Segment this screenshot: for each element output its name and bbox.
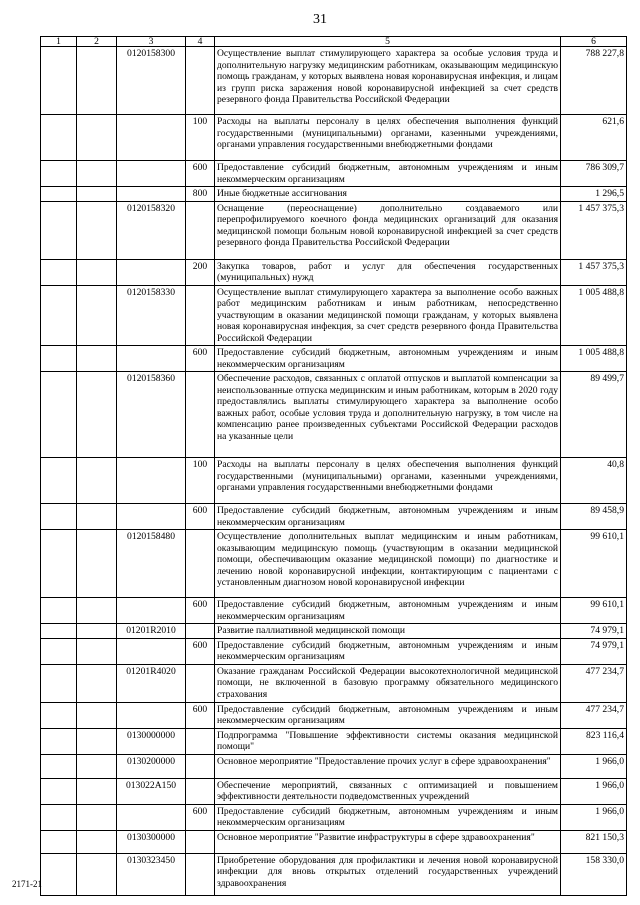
table-row (41, 161, 627, 187)
target-article-code: 0130000000 (117, 728, 186, 754)
table-row (41, 47, 627, 115)
amount-value: 786 309,7 (561, 161, 627, 187)
expense-type-code (186, 530, 215, 598)
item-description: Оказание гражданам Российской Федерации высокотехнологичной медицинской помощи, не включенной в базовую программу обязательного медицинского страхования (215, 664, 561, 702)
target-article-code (117, 504, 186, 530)
col1-cell (41, 201, 77, 259)
col1-cell (41, 830, 77, 853)
table-row (41, 728, 627, 754)
amount-value: 1 005 488,8 (561, 285, 627, 346)
col1-cell (41, 47, 77, 115)
col1-cell (41, 458, 77, 504)
expense-type-code (186, 285, 215, 346)
col2-cell (77, 161, 117, 187)
col2-cell (77, 47, 117, 115)
item-description: Обеспечение мероприятий, связанных с оптимизацией и повышением эффективности деятельности подведомственных учреждений (215, 778, 561, 804)
expense-type-code: 100 (186, 458, 215, 504)
item-description: Приобретение оборудования для профилактики и лечения новой коронавирусной инфекции для вновь открытых отделений государственных учреждений здравоохранения (215, 853, 561, 895)
expense-type-code (186, 754, 215, 778)
expense-type-code (186, 728, 215, 754)
expense-type-code: 800 (186, 187, 215, 202)
col1-cell (41, 804, 77, 830)
target-article-code (117, 702, 186, 728)
col1-cell (41, 702, 77, 728)
expense-type-code: 100 (186, 115, 215, 161)
amount-value: 89 458,9 (561, 504, 627, 530)
target-article-code: 0120158360 (117, 372, 186, 458)
amount-value: 1 457 375,3 (561, 201, 627, 259)
target-article-code (117, 598, 186, 624)
table-row (41, 778, 627, 804)
col2-cell (77, 702, 117, 728)
amount-value: 1 966,0 (561, 754, 627, 778)
col2-cell (77, 187, 117, 202)
col1-cell (41, 853, 77, 895)
table-row (41, 624, 627, 639)
col2-cell (77, 830, 117, 853)
amount-value: 99 610,1 (561, 530, 627, 598)
table-row (41, 504, 627, 530)
expense-type-code: 600 (186, 346, 215, 372)
expense-type-code (186, 664, 215, 702)
table-row (41, 530, 627, 598)
expense-type-code: 600 (186, 504, 215, 530)
page-number: 31 (313, 12, 327, 27)
item-description: Предоставление субсидий бюджетным, автономным учреждениям и иным некоммерческим организациям (215, 598, 561, 624)
expense-type-code (186, 624, 215, 639)
expense-type-code (186, 372, 215, 458)
amount-value: 74 979,1 (561, 638, 627, 664)
col2-cell (77, 372, 117, 458)
col2-cell (77, 638, 117, 664)
item-description: Основное мероприятие "Развитие инфраструктуры в сфере здравоохранения" (215, 830, 561, 853)
expense-type-code (186, 830, 215, 853)
expense-type-code: 600 (186, 638, 215, 664)
amount-value: 788 227,8 (561, 47, 627, 115)
col1-cell (41, 285, 77, 346)
col2-cell (77, 804, 117, 830)
col1-cell (41, 664, 77, 702)
col2-cell (77, 285, 117, 346)
col2-cell (77, 624, 117, 639)
header-col-1: 1 (41, 37, 77, 47)
col2-cell (77, 728, 117, 754)
item-description: Осуществление дополнительных выплат медицинским и иным работникам, оказывающим медицинскую помощь (участвующим в оказании медицинской помощи, обеспечивающим оказание медицинской помощи) по диагностике и лечению новой коронавирусной инфекции, контактирующим с пациентами с установленным диагнозом новой коронавирусной инфекции (215, 530, 561, 598)
item-description: Предоставление субсидий бюджетным, автономным учреждениям и иным некоммерческим организациям (215, 161, 561, 187)
table-row (41, 754, 627, 778)
col1-cell (41, 259, 77, 285)
col2-cell (77, 346, 117, 372)
target-article-code: 0120158300 (117, 47, 186, 115)
item-description: Расходы на выплаты персоналу в целях обеспечения выполнения функций государственными (муниципальными) органами, казенными учреждениями, органами управления государственными внебюджетными фондами (215, 458, 561, 504)
table-row (41, 187, 627, 202)
expense-type-code: 200 (186, 259, 215, 285)
amount-value: 1 005 488,8 (561, 346, 627, 372)
expense-type-code (186, 47, 215, 115)
col1-cell (41, 161, 77, 187)
header-col-3: 3 (117, 37, 186, 47)
item-description: Иные бюджетные ассигнования (215, 187, 561, 202)
target-article-code (117, 804, 186, 830)
amount-value: 99 610,1 (561, 598, 627, 624)
budget-table (40, 36, 627, 896)
col2-cell (77, 853, 117, 895)
col1-cell (41, 754, 77, 778)
amount-value: 1 296,5 (561, 187, 627, 202)
item-description: Развитие паллиативной медицинской помощи (215, 624, 561, 639)
table-row (41, 259, 627, 285)
col2-cell (77, 598, 117, 624)
amount-value: 477 234,7 (561, 664, 627, 702)
target-article-code: 0120158480 (117, 530, 186, 598)
col2-cell (77, 754, 117, 778)
footer-code: 2171-21 (12, 879, 42, 889)
expense-type-code: 600 (186, 598, 215, 624)
target-article-code: 0120158320 (117, 201, 186, 259)
col1-cell (41, 187, 77, 202)
amount-value: 158 330,0 (561, 853, 627, 895)
table-row (41, 702, 627, 728)
amount-value: 40,8 (561, 458, 627, 504)
col2-cell (77, 115, 117, 161)
expense-type-code: 600 (186, 804, 215, 830)
amount-value: 477 234,7 (561, 702, 627, 728)
target-article-code: 01201R2010 (117, 624, 186, 639)
expense-type-code (186, 778, 215, 804)
table-row (41, 115, 627, 161)
table-row (41, 598, 627, 624)
col2-cell (77, 778, 117, 804)
target-article-code: 0120158330 (117, 285, 186, 346)
table-row (41, 285, 627, 346)
amount-value: 1 966,0 (561, 804, 627, 830)
col1-cell (41, 598, 77, 624)
amount-value: 621,6 (561, 115, 627, 161)
table-row (41, 201, 627, 259)
amount-value: 1 966,0 (561, 778, 627, 804)
col2-cell (77, 458, 117, 504)
target-article-code (117, 458, 186, 504)
col1-cell (41, 504, 77, 530)
item-description: Предоставление субсидий бюджетным, автономным учреждениям и иным некоммерческим организациям (215, 702, 561, 728)
col2-cell (77, 530, 117, 598)
amount-value: 74 979,1 (561, 624, 627, 639)
col1-cell (41, 638, 77, 664)
target-article-code: 01201R4020 (117, 664, 186, 702)
target-article-code (117, 187, 186, 202)
item-description: Подпрограмма "Повышение эффективности системы оказания медицинской помощи" (215, 728, 561, 754)
item-description: Предоставление субсидий бюджетным, автономным учреждениям и иным некоммерческим организациям (215, 638, 561, 664)
header-col-6: 6 (561, 37, 627, 47)
target-article-code: 013022А150 (117, 778, 186, 804)
table-row (41, 664, 627, 702)
col2-cell (77, 259, 117, 285)
expense-type-code: 600 (186, 161, 215, 187)
col1-cell (41, 372, 77, 458)
target-article-code (117, 259, 186, 285)
item-description: Обеспечение расходов, связанных с оплатой отпусков и выплатой компенсации за неиспользованные отпуска медицинским и иным работникам, которым в 2020 году предоставлялись выплаты стимулирующего характера за выполнение особо важных работ, особые условия труда и дополнительную нагрузку, в том числе на компенсацию ранее произведенных субъектами Российской Федерации расходов на указанные цели (215, 372, 561, 458)
table-row (41, 853, 627, 895)
target-article-code: 0130300000 (117, 830, 186, 853)
table-row (41, 346, 627, 372)
expense-type-code (186, 853, 215, 895)
item-description: Предоставление субсидий бюджетным, автономным учреждениям и иным некоммерческим организациям (215, 504, 561, 530)
item-description: Предоставление субсидий бюджетным, автономным учреждениям и иным некоммерческим организациям (215, 346, 561, 372)
item-description: Расходы на выплаты персоналу в целях обеспечения выполнения функций государственными (муниципальными) органами, казенными учреждениями, органами управления государственными внебюджетными фондами (215, 115, 561, 161)
target-article-code: 0130200000 (117, 754, 186, 778)
amount-value: 821 150,3 (561, 830, 627, 853)
col2-cell (77, 664, 117, 702)
header-col-4: 4 (186, 37, 215, 47)
table-row (41, 804, 627, 830)
col1-cell (41, 778, 77, 804)
table-row (41, 638, 627, 664)
table-row (41, 458, 627, 504)
header-col-5: 5 (215, 37, 561, 47)
item-description: Осуществление выплат стимулирующего характера за выполнение особо важных работ медицинским работникам и иным работникам, непосредственно участвующим в оказании медицинской помощи гражданам, у которых выявлена новая коронавирусная инфекция, за счет средств резервного фонда Правительства Российской Федерации (215, 285, 561, 346)
table-row (41, 372, 627, 458)
item-description: Основное мероприятие "Предоставление прочих услуг в сфере здравоохранения" (215, 754, 561, 778)
col1-cell (41, 624, 77, 639)
col2-cell (77, 504, 117, 530)
amount-value: 1 457 375,3 (561, 259, 627, 285)
col1-cell (41, 728, 77, 754)
col1-cell (41, 530, 77, 598)
header-col-2: 2 (77, 37, 117, 47)
header-row (41, 37, 627, 47)
col2-cell (77, 201, 117, 259)
target-article-code (117, 115, 186, 161)
amount-value: 89 499,7 (561, 372, 627, 458)
amount-value: 823 116,4 (561, 728, 627, 754)
expense-type-code (186, 201, 215, 259)
item-description: Оснащение (переоснащение) дополнительно создаваемого или перепрофилируемого коечного фонда медицинских организаций для оказания медицинской помощи больным новой коронавирусной инфекцией за счет средств резервного фонда Правительства Российской Федерации (215, 201, 561, 259)
item-description: Осуществление выплат стимулирующего характера за особые условия труда и дополнительную нагрузку медицинским работникам, оказывающим медицинскую помощь гражданам, у которых выявлена новая коронавирусная инфекция, и лицам из групп риска заражения новой коронавирусной инфекцией за счет средств резервного фонда Правительства Российской Федерации (215, 47, 561, 115)
target-article-code: 0130323450 (117, 853, 186, 895)
target-article-code (117, 346, 186, 372)
item-description: Предоставление субсидий бюджетным, автономным учреждениям и иным некоммерческим организациям (215, 804, 561, 830)
expense-type-code: 600 (186, 702, 215, 728)
budget-table-body (41, 37, 627, 896)
target-article-code (117, 161, 186, 187)
col1-cell (41, 346, 77, 372)
target-article-code (117, 638, 186, 664)
col1-cell (41, 115, 77, 161)
table-row (41, 830, 627, 853)
item-description: Закупка товаров, работ и услуг для обеспечения государственных (муниципальных) нужд (215, 259, 561, 285)
